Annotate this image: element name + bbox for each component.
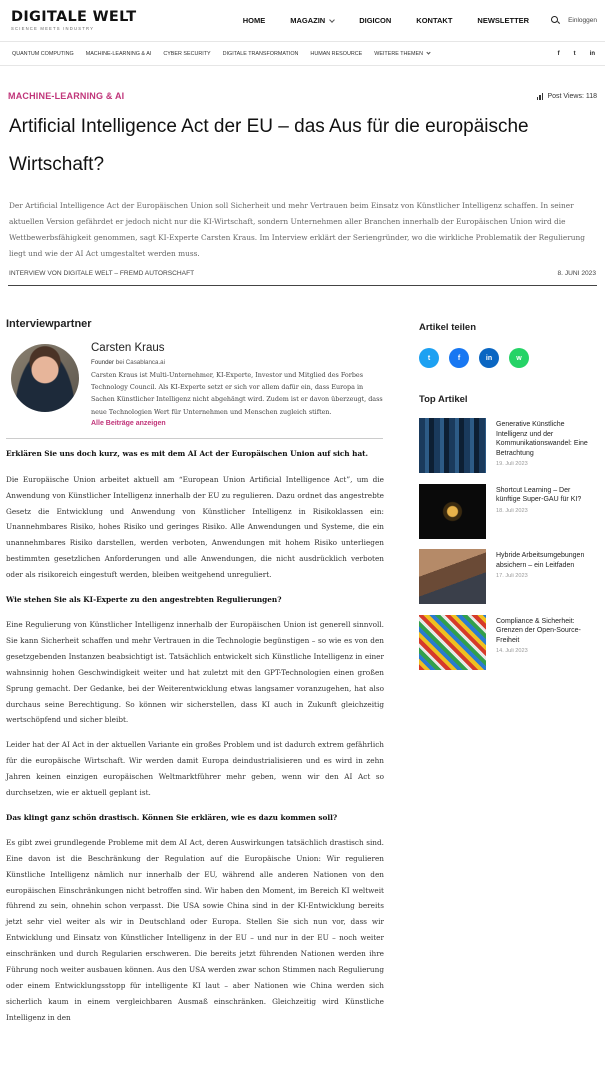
bar-chart-icon: [537, 93, 544, 100]
partner-divider: [6, 438, 383, 439]
article-thumbnail[interactable]: [419, 615, 486, 670]
subnav-cyber-security[interactable]: CYBER SECURITY: [163, 50, 211, 57]
share-heading: Artikel teilen: [419, 322, 477, 333]
article-byline: [0, 270, 605, 277]
article-date: 8. JUNI 2023: [557, 270, 596, 277]
article-meta-row: [0, 91, 605, 101]
partner-role: [91, 359, 384, 366]
top-article-item[interactable]: [419, 418, 595, 473]
facebook-icon[interactable]: f: [557, 50, 560, 57]
top-article-item[interactable]: [419, 549, 595, 604]
top-article-date: 14. Juli 2023: [496, 648, 528, 655]
partner-bio: Carsten Kraus ist Multi-Unternehmer, KI-Experte, Investor und Mitglied des Forbes Technology Council. Als KI-Experte setzt er sich vor allem dafür ein, dass Europa in Sachen Künstlicher Intelligenz nicht abgehängt wird. Zudem ist er davon überzeugt, dass neue Technologien Wert für Unternehmen und Menschen zugleich stiften.: [91, 371, 383, 416]
subnav-digitale-transformation[interactable]: DIGITALE TRANSFORMATION: [222, 50, 299, 57]
share-buttons: [419, 348, 595, 368]
share-linkedin-button[interactable]: in: [479, 348, 499, 368]
article-thumbnail[interactable]: [419, 484, 486, 539]
top-articles-list: [419, 418, 595, 670]
linkedin-icon[interactable]: in: [589, 50, 595, 57]
partner-company: Casablanca.ai: [125, 359, 165, 366]
article-category[interactable]: MACHINE-LEARNING & AI: [8, 91, 125, 101]
partner-name: Carsten Kraus: [91, 342, 165, 354]
partner-role-at: bei: [115, 359, 125, 366]
interview-partner-info: [91, 342, 384, 427]
article-thumbnail[interactable]: [419, 549, 486, 604]
top-article-text: [496, 615, 588, 670]
subnav-machine-learning[interactable]: MACHINE-LEARNING & AI: [85, 50, 152, 57]
top-article-date: 19. Juli 2023: [496, 461, 528, 468]
nav-home[interactable]: HOME: [242, 16, 266, 25]
login-link[interactable]: Einloggen: [568, 17, 597, 24]
nav-digicon[interactable]: DIGICON: [359, 16, 392, 25]
answer-paragraph-2: Eine Regulierung von Künstlicher Intelligenz innerhalb der Europäischen Union ist generell sinnvoll. Sie kann Sicherheit schaffen und mehr Vertrauen in die Technologie begünstigen – so wie es von den gesetzgebenden Instanzen beabsichtigt ist. Tatsächlich entwickelt sich Künstliche Intelligenz in einer wahnsinnig hohen Geschwindigkeit weiter und hat zuletzt mit den GPT-Technologien einen großen Sprung gemacht. Der Gedanke, bei der Weiterentwicklung etwas langsamer voranzugehen, hat also durchaus seine Berechtigung. So können wir sicherstellen, dass KI auch in Zukunft gleichzeitig wertschöpfend und sicher bleibt.: [6, 619, 384, 725]
logo-tagline: SCIENCE MEETS INDUSTRY: [11, 25, 95, 31]
interview-partner-heading: Interviewpartner: [6, 318, 92, 330]
twitter-icon[interactable]: t: [573, 50, 576, 57]
interview-partner-card: [6, 342, 384, 427]
sidebar: [419, 322, 595, 680]
share-facebook-button[interactable]: f: [449, 348, 469, 368]
header-divider: [8, 285, 597, 286]
top-article-title[interactable]: Hybride Arbeitsumgebungen absichern – ein Leitfaden: [496, 552, 585, 569]
partner-role-title: Founder: [91, 359, 115, 366]
article-body: [6, 318, 384, 1026]
header-social-links: [558, 51, 595, 57]
top-article-text: [496, 418, 588, 473]
top-article-date: 18. Juli 2023: [496, 507, 528, 514]
search-icon[interactable]: [551, 16, 560, 25]
answer-paragraph-1: Die Europäische Union arbeitet aktuell am “European Union Artificial Intelligence Act”, um die Anwendung von Künstlicher Intelligenz innerhalb der EU zu regulieren. Dazu ordnet das angestrebte Gesetz die Entwicklung und Anwendung von Künstlicher Intelligenz in Risikoklassen ein: Unannehmbares Risiko, hohes Risiko und geringes Risiko. Alle Anwendungen und Systeme, die ein unannehmbares Risiko darstellen, werden verboten, Anwendungen mit hohem Risiko unterliegen bestimmten gesetzlichen Anforderungen und alle Anwendungen, die nicht ausdrücklich verboten oder als risikoreich eingestuft werden, bleiben weitgehend unreguliert.: [6, 474, 384, 580]
subnav-quantum-computing[interactable]: QUANTUM COMPUTING: [12, 50, 74, 57]
post-views-text: Post Views: 118: [547, 92, 597, 100]
nav-newsletter[interactable]: NEWSLETTER: [477, 16, 530, 25]
site-logo[interactable]: [11, 10, 136, 31]
top-article-item[interactable]: [419, 484, 595, 539]
answer-paragraph-3: Leider hat der AI Act in der aktuellen Variante ein großes Problem und ist dadurch extrem gefährlich für die europäische Wirtschaft. Wir werden damit Europa deindustrialisieren und es wird in zehn Jahren keinen einzigen europäischen Weltmarktführer mehr geben, wenn wir den AI Act so durchsetzen, wie er aktuell geplant ist.: [6, 740, 384, 798]
subnav-weitere-label: WEITERE THEMEN: [374, 50, 423, 57]
main-nav: [243, 16, 597, 25]
post-views: [537, 93, 597, 100]
logo-text: DIGITALE WELT: [11, 9, 137, 26]
article-thumbnail[interactable]: [419, 418, 486, 473]
share-whatsapp-button[interactable]: w: [509, 348, 529, 368]
question-3: Das klingt ganz schön drastisch. Können Sie erklären, wie es dazu kommen soll?: [6, 812, 338, 822]
question-1: Erklären Sie uns doch kurz, was es mit dem AI Act der Europäischen Union auf sich hat.: [6, 448, 369, 458]
share-twitter-button[interactable]: t: [419, 348, 439, 368]
top-article-text: [496, 484, 588, 539]
all-posts-link[interactable]: Alle Beiträge anzeigen: [91, 419, 166, 427]
byline-author[interactable]: INTERVIEW VON DIGITALE WELT – FREMD AUTORSCHAFT: [9, 270, 195, 277]
question-2: Wie stehen Sie als KI-Experte zu den angestrebten Regulierungen?: [6, 595, 282, 605]
top-header: [0, 0, 605, 42]
nav-kontakt[interactable]: KONTAKT: [416, 16, 453, 25]
chevron-down-icon: [329, 17, 335, 23]
answer-paragraph-4: Es gibt zwei grundlegende Probleme mit dem AI Act, deren Auswirkungen tatsächlich drastisch sind. Eine davon ist die Beschränkung der Regulation auf die Europäische Union: Wir regulieren Künstliche Intelligenz nämlich nur innerhalb der EU, während alle anderen Nationen von den europäischen Einschränkungen nicht betroffen sind. Wir haben den Moment, im Bereich KI weltweit führend zu sein, ohnehin schon verpasst. Die USA sowie China sind in der KI-Entwicklung bereits jetzt sehr viel weiter als wir in Deutschland oder Europa. Stellen Sie sich nun vor, dass wir Entwicklung und Einsatz von Künstlicher Intelligenz in der EU – und nur in der EU – noch weiter einschränken und durch Regularien erschweren. Die bereits jetzt führenden Nationen werden ihre Führung noch weiter ausbauen können. Aus den USA werden zwar schon Stimmen nach Regulierung oder einem Entwicklungsstopp für intelligente KI laut – aber Nationen wie China werden sich sicherlich kaum in einem vergleichbaren Ausmaß einschränken. Gleichzeitig wird Künstliche Intelligenz in den: [6, 837, 384, 1022]
top-article-title[interactable]: Generative Künstliche Intelligenz und der Kommunikationswandel: Eine Betrachtung: [496, 421, 588, 457]
sub-nav: [0, 42, 605, 66]
top-article-item[interactable]: [419, 615, 595, 670]
nav-magazin-label: MAGAZIN: [290, 16, 326, 25]
nav-magazin[interactable]: [290, 16, 334, 25]
chevron-down-icon: [426, 50, 430, 54]
top-article-text: [496, 549, 588, 604]
top-articles-heading: Top Artikel: [419, 394, 468, 405]
top-article-title[interactable]: Compliance & Sicherheit: Grenzen der Open-Source-Freiheit: [496, 617, 581, 644]
avatar: [11, 344, 79, 412]
top-article-date: 17. Juli 2023: [496, 573, 528, 580]
article-title: Artificial Intelligence Act der EU – das Aus für die europäische Wirtschaft?: [9, 116, 529, 175]
subnav-weitere-themen[interactable]: [374, 51, 430, 57]
subnav-human-resource[interactable]: HUMAN RESOURCE: [310, 50, 363, 57]
top-article-title[interactable]: Shortcut Learning – Der künftige Super-GAU für KI?: [496, 486, 582, 504]
article-lead: Der Artificial Intelligence Act der Europäischen Union soll Sicherheit und mehr Vertrauen beim Einsatz von Künstlicher Intelligenz schaffen. In seiner aktuellen Version gefährdet er jedoch nicht nur die KI-Wirtschaft, sondern Unternehmen aller Branchen innerhalb der Europäischen Union wird die Wettbewerbsfähigkeit genommen, sagt KI-Experte Carsten Kraus. Im Interview erklärt der Seriengründer, wo die wirkliche Problematik der Regulierung liegt und wie der AI Act umgestaltet werden muss.: [9, 201, 585, 258]
